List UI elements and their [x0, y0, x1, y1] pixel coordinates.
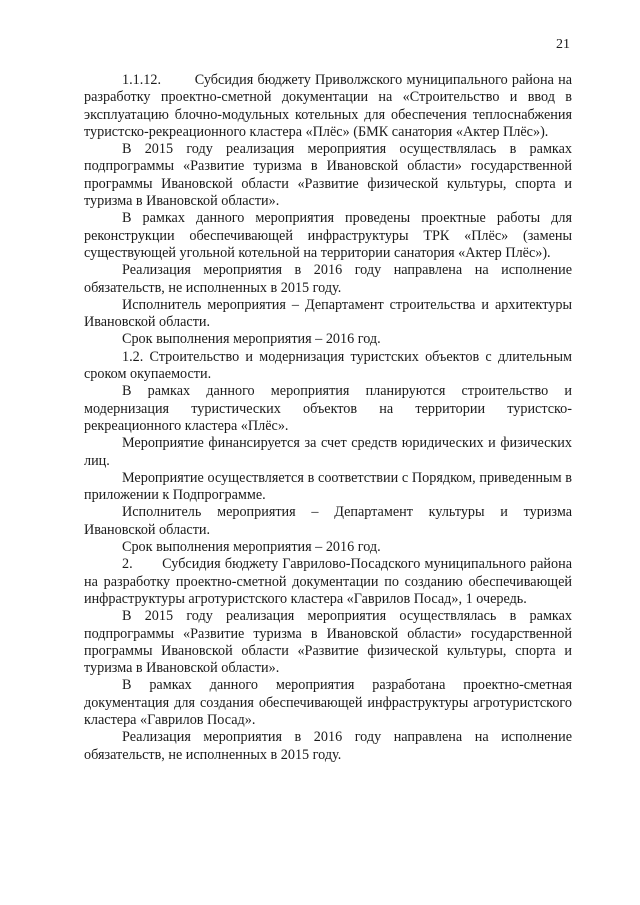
document-body [84, 72, 572, 764]
paragraph: В рамках данного мероприятия проведены проектные работы для реконструкции обеспечивающей инфраструктуры ТРК «Плёс» (замены существующей угольной котельной на территории санатория «Актер Плёс»). [84, 210, 572, 261]
paragraph-executor: Исполнитель мероприятия – Департамент строительства и архитектуры Ивановской области. [84, 296, 572, 331]
paragraph-executor: Исполнитель мероприятия – Департамент культуры и туризма Ивановской области. [84, 504, 572, 538]
paragraph: В рамках данного мероприятия разработана проектно-сметная документация для создания обеспечивающей инфраструктуры агротуристского кластера «Гаврилов Посад». [84, 677, 572, 728]
paragraph: В рамках данного мероприятия планируются строительство и модернизация туристических объектов на территории туристско-рекреационного кластера «Плёс». [84, 383, 572, 434]
paragraph-1-2: 1.2. Строительство и модернизация туристских объектов с длительным сроком окупаемости. [84, 348, 572, 383]
paragraph-deadline: Срок выполнения мероприятия – 2016 год. [122, 539, 381, 556]
paragraph: Мероприятие осуществляется в соответствии с Порядком, приведенным в приложении к Подпрограмме. [84, 469, 572, 504]
paragraph-deadline: Срок выполнения мероприятия – 2016 год. [122, 331, 381, 348]
paragraph: Реализация мероприятия в 2016 году направлена на исполнение обязательств, не исполненных в 2015 году. [84, 262, 572, 296]
paragraph: Реализация мероприятия в 2016 году направлена на исполнение обязательств, не исполненных в 2015 году. [84, 729, 572, 763]
paragraph-financing: Мероприятие финансируется за счет средств юридических и физических лиц. [84, 435, 572, 469]
page-number: 21 [556, 37, 570, 52]
paragraph-2: 2. Субсидия бюджету Гаврилово-Посадского муниципального района на разработку проектно-сметной документации по созданию обеспечивающей инфраструктуры агротуристского кластера «Гаврилов Посад», 1 очередь. [84, 556, 572, 607]
paragraph: В 2015 году реализация мероприятия осуществлялась в рамках подпрограммы «Развитие туризма в Ивановской области» государственной программы Ивановской области «Развитие физической культуры, спорта и туризма в Ивановской области». [84, 141, 572, 210]
paragraph: В 2015 году реализация мероприятия осуществлялась в рамках подпрограммы «Развитие туризма в Ивановской области» государственной программы Ивановской области «Развитие физической культуры, спорта и туризма в Ивановской области». [84, 608, 572, 677]
paragraph-1-1-12: 1.1.12. Субсидия бюджету Приволжского муниципального района на разработку проектно-сметной документации на «Строительство и ввод в эксплуатацию блочно-модульных котельных для обеспечения теплоснабжения туристско-рекреационного кластера «Плёс» (БМК санатория «Актер Плёс»). [84, 72, 572, 140]
